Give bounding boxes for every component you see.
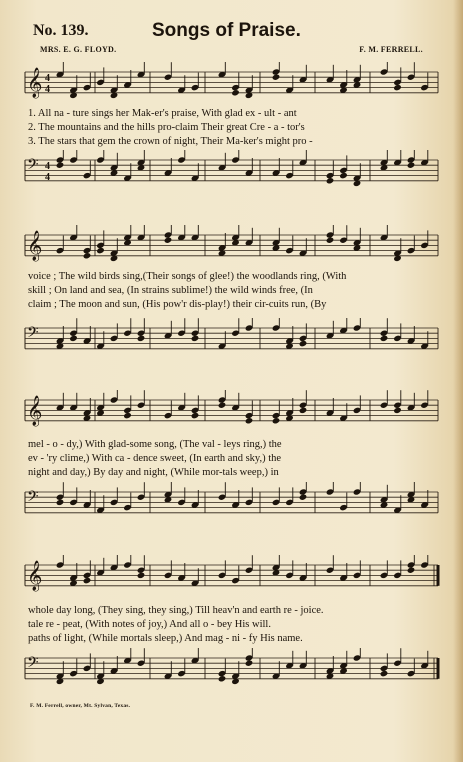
- verse-1-line: 1. All na - ture sings her Mak-er's praise, With glad ex - ult - ant: [28, 108, 297, 119]
- system-3-bass-staff: [0, 482, 463, 538]
- verse-2-line: skill ; On land and sea, (In strains sublime!) the wild winds free, (In: [28, 285, 313, 296]
- system-4-bass-staff: [0, 648, 463, 700]
- bass-clef-icon: 𝄢: [27, 654, 39, 675]
- time-signature-bottom: 4: [45, 172, 50, 183]
- verse-3-line: claim ; The moon and sun, (His pow'r dis-play!) their cir-cuits run, (By: [28, 299, 327, 310]
- copyright-footer: F. M. Ferrell, owner, Mt. Sylvan, Texas.: [30, 703, 131, 709]
- verse-1-line: voice ; The wild birds sing,(Their songs of glee!) the woodlands ring, (With: [28, 271, 347, 282]
- time-signature-top: 4: [45, 161, 50, 172]
- composer-credit: F. M. FERRELL.: [359, 45, 423, 54]
- system-3-lyrics: [28, 438, 438, 480]
- system-1-lyrics: [28, 107, 438, 149]
- time-signature-top: 4: [45, 73, 50, 84]
- verse-2-line: ev - 'ry clime,) With ca - dence sweet, (In earth and sky,) the: [28, 453, 282, 464]
- bass-clef-icon: 𝄢: [27, 488, 39, 509]
- hymn-number: No. 139.: [33, 22, 89, 39]
- lyricist-credit: MRS. E. G. FLOYD.: [40, 45, 117, 54]
- verse-3-line: night and day,) By day and night, (While mor-tals weep,) in: [28, 467, 279, 478]
- hymn-title: Songs of Praise.: [152, 20, 301, 41]
- system-4-treble-staff: [0, 555, 463, 607]
- treble-clef-icon: 𝄞: [27, 396, 43, 426]
- system-2-treble-staff: [0, 225, 463, 275]
- system-1-treble-staff: [0, 62, 463, 110]
- system-4-lyrics: [28, 604, 438, 646]
- bass-clef-icon: 𝄢: [27, 324, 39, 345]
- system-3-treble-staff: [0, 390, 463, 440]
- system-2-bass-staff: [0, 318, 463, 368]
- treble-clef-icon: 𝄞: [27, 561, 43, 591]
- verse-2-line: tale re - peat, (With notes of joy,) And all o - bey His will.: [28, 619, 271, 630]
- treble-clef-icon: 𝄞: [27, 68, 43, 98]
- system-2-lyrics: [28, 270, 438, 312]
- verse-1-line: whole day long, (They sing, they sing,) Till heav'n and earth re - joice.: [28, 605, 324, 616]
- verse-3-line: paths of light, (While mortals sleep,) And mag - ni - fy His name.: [28, 633, 303, 644]
- verse-3-line: 3. The stars that gem the crown of night, Their Ma-ker's might pro -: [28, 136, 313, 147]
- bass-clef-icon: 𝄢: [27, 156, 39, 177]
- treble-clef-icon: 𝄞: [27, 231, 43, 261]
- verse-1-line: mel - o - dy,) With glad-some song, (The val - leys ring,) the: [28, 439, 282, 450]
- verse-2-line: 2. The mountains and the hills pro-claim Their great Cre - a - tor's: [28, 122, 305, 133]
- system-1-bass-staff: [0, 150, 463, 210]
- time-signature-bottom: 4: [45, 84, 50, 95]
